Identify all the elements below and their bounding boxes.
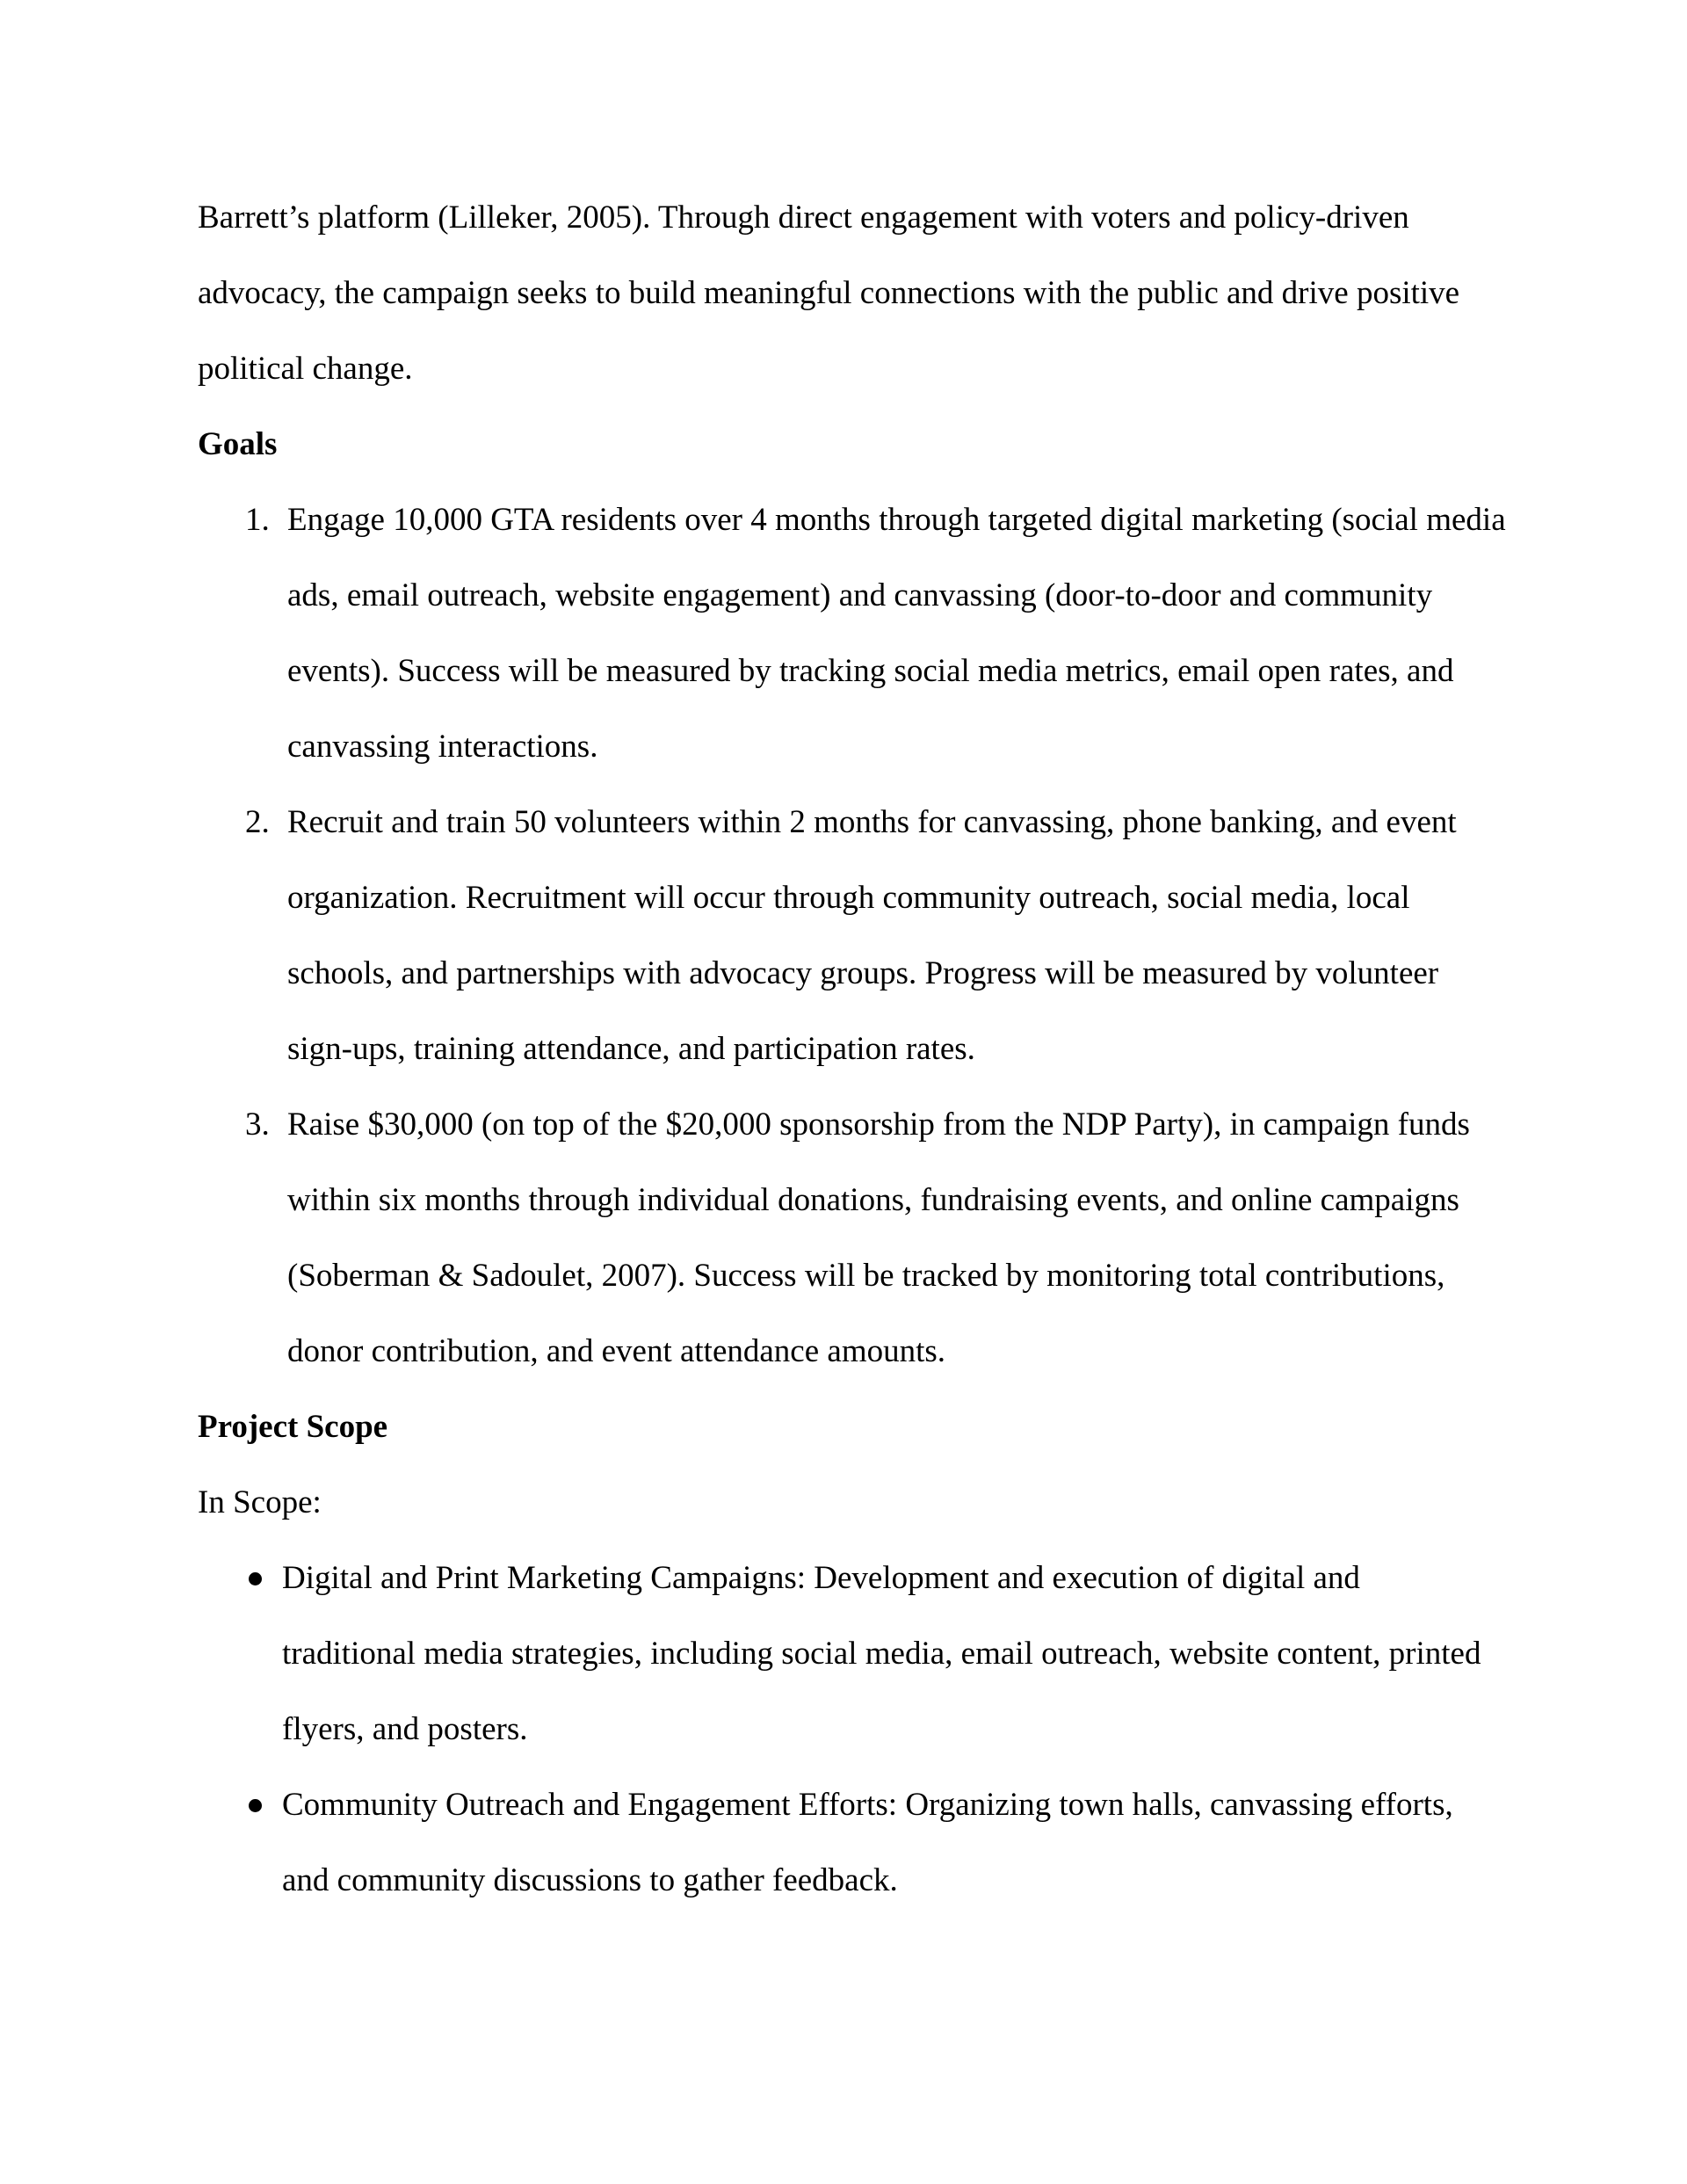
project-scope-heading: Project Scope — [198, 1409, 388, 1445]
goal-number: 2. — [245, 804, 270, 840]
goals-list — [198, 483, 1507, 1389]
bullet-icon — [249, 1572, 262, 1585]
in-scope-label: In Scope: — [198, 1484, 322, 1520]
goal-item — [198, 1087, 1507, 1389]
bullet-icon — [249, 1799, 262, 1812]
goal-item — [198, 785, 1507, 1087]
goal-text: Engage 10,000 GTA residents over 4 months through targeted digital marketing (social media ads, email outreach, website engagement) and canvassing (door-to-door and community events). Success will be measured by tracking social media metrics, email open rates, and canvassing interactions. — [287, 502, 1506, 765]
goal-number: 3. — [245, 1107, 270, 1143]
scope-item — [198, 1767, 1498, 1919]
document-body — [198, 180, 1506, 1919]
in-scope-list — [198, 1541, 1498, 1919]
goal-text: Raise $30,000 (on top of the $20,000 sponsorship from the NDP Party), in campaign funds within six months through individual donations, fundraising events, and online campaigns (Soberman & Sadoulet, 2007). Success will be tracked by monitoring total contributions, donor contribution, and event attendance amounts. — [287, 1107, 1470, 1369]
intro-paragraph: Barrett’s platform (Lilleker, 2005). Through direct engagement with voters and policy-driven advocacy, the campaign seeks to build meaningful connections with the public and drive positive political change. — [198, 200, 1460, 387]
goals-heading: Goals — [198, 426, 278, 462]
scope-item-text: Digital and Print Marketing Campaigns: Development and execution of digital and traditional media strategies, including social media, email outreach, website content, printed flyers, and posters. — [282, 1560, 1481, 1747]
goal-number: 1. — [245, 502, 270, 538]
scope-item — [198, 1541, 1498, 1767]
goal-text: Recruit and train 50 volunteers within 2 months for canvassing, phone banking, and event organization. Recruitment will occur through community outreach, social media, local schools, and partnerships with advocacy groups. Progress will be measured by volunteer sign-ups, training attendance, and participation rates. — [287, 804, 1457, 1067]
scope-item-text: Community Outreach and Engagement Efforts: Organizing town halls, canvassing efforts, and community discussions to gather feedback. — [282, 1787, 1453, 1898]
goal-item — [198, 483, 1507, 785]
